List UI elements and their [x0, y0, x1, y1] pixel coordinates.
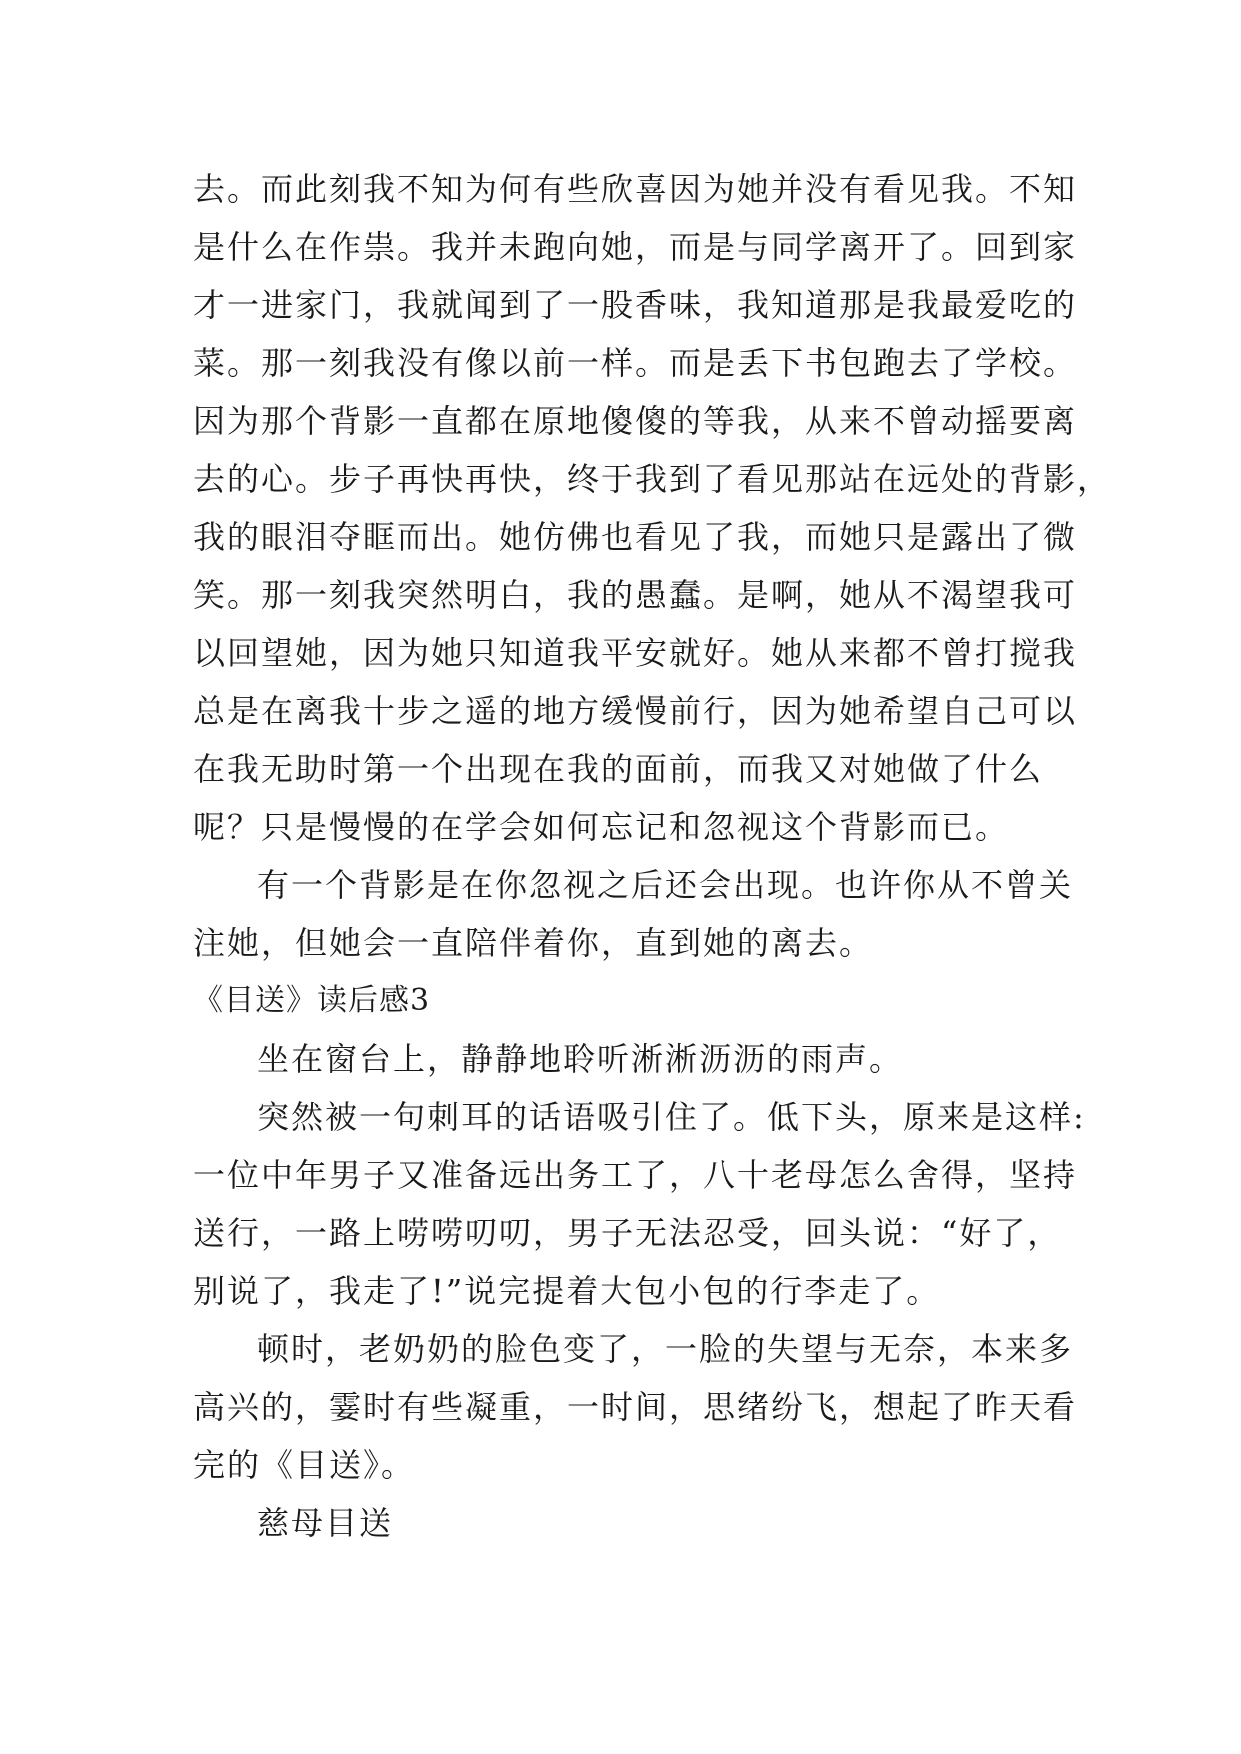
paragraph-start-line: 慈母目送: [257, 1504, 394, 1542]
text-line: 去的心。步子再快再快，终于我到了看见那站在远处的背影，: [193, 460, 1112, 498]
text-line: 注她，但她会一直陪伴着你，直到她的离去。: [193, 924, 874, 962]
text-line: 才一进家门，我就闻到了一股香味，我知道那是我最爱吃的: [193, 286, 1078, 324]
text-line: 在我无助时第一个出现在我的面前，而我又对她做了什么: [193, 750, 1044, 788]
text-line: 送行，一路上唠唠叨叨，男子无法忍受，回头说：“好了，: [193, 1214, 1062, 1252]
text-line: 笑。那一刻我突然明白，我的愚蠢。是啊，她从不渴望我可: [193, 576, 1078, 614]
text-line: 是什么在作祟。我并未跑向她，而是与同学离开了。回到家: [193, 228, 1078, 266]
text-line: 菜。那一刻我没有像以前一样。而是丢下书包跑去了学校。: [193, 344, 1078, 382]
paragraph-start-line: 坐在窗台上，静静地聆听淅淅沥沥的雨声。: [257, 1040, 904, 1078]
text-line: 高兴的，霎时有些凝重，一时间，思绪纷飞，想起了昨天看: [193, 1388, 1078, 1426]
text-line: 我的眼泪夺眶而出。她仿佛也看见了我，而她只是露出了微: [193, 518, 1078, 556]
paragraph-start-line: 顿时，老奶奶的脸色变了，一脸的失望与无奈，本来多: [257, 1330, 1074, 1368]
text-line: 总是在离我十步之遥的地方缓慢前行，因为她希望自己可以: [193, 692, 1078, 730]
text-line: 完的《目送》。: [193, 1446, 416, 1484]
paragraph-start-line: 有一个背影是在你忽视之后还会出现。也许你从不曾关: [257, 866, 1074, 904]
document-body: [193, 160, 1112, 1552]
text-line: 别说了，我走了!”说完提着大包小包的行李走了。: [193, 1272, 941, 1310]
text-line: 一位中年男子又准备远出务工了，八十老母怎么舍得，坚持: [193, 1156, 1078, 1194]
paragraph-start-line: 突然被一句刺耳的话语吸引住了。低下头，原来是这样:: [257, 1098, 1086, 1136]
text-line: 呢？只是慢慢的在学会如何忘记和忽视这个背影而已。: [193, 808, 1010, 846]
text-line: 因为那个背影一直都在原地傻傻的等我，从来不曾动摇要离: [193, 402, 1078, 440]
text-line: 去。而此刻我不知为何有些欣喜因为她并没有看见我。不知: [193, 170, 1078, 208]
text-line: 以回望她，因为她只知道我平安就好。她从来都不曾打搅我: [193, 634, 1078, 672]
section-heading: 《目送》读后感3: [193, 983, 431, 1018]
